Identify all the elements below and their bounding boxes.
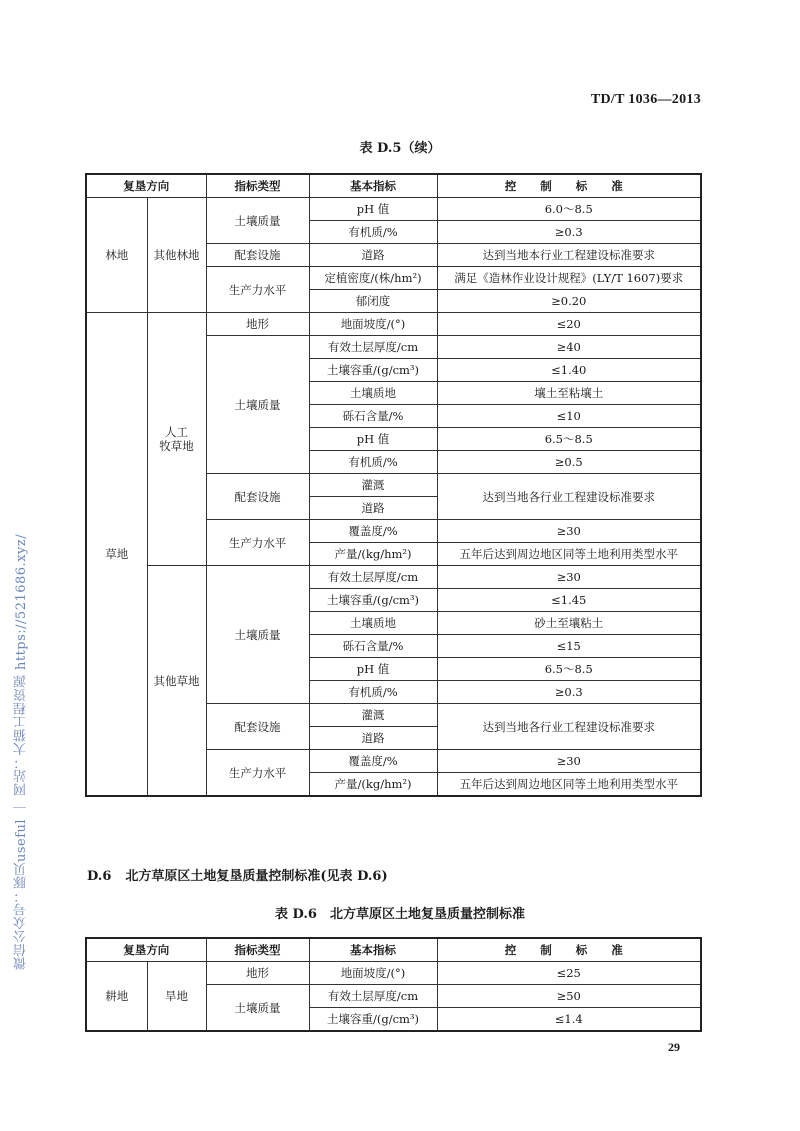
section-heading-d6 — [87, 865, 388, 884]
type-cell: 土壤质量 — [206, 336, 309, 474]
subtype-line: 牧草地 — [159, 439, 194, 453]
indicator-cell: pH 值 — [309, 198, 437, 221]
table-header-row — [86, 938, 701, 962]
standard-cell: ≥30 — [437, 566, 701, 589]
indicator-cell: 土壤容重/(g/cm³) — [309, 359, 437, 382]
section-number: D.6 — [87, 869, 112, 884]
table-d6 — [85, 937, 702, 1032]
indicator-cell: 产量/(kg/hm²) — [309, 773, 437, 797]
standard-cell: 壤土至粘壤土 — [437, 382, 701, 405]
header-basic-indicator: 基本指标 — [309, 938, 437, 962]
indicator-cell: 有机质/% — [309, 221, 437, 244]
standard-cell: ≤15 — [437, 635, 701, 658]
type-cell: 地形 — [206, 313, 309, 336]
header-direction: 复垦方向 — [86, 938, 206, 962]
indicator-cell: 地面坡度/(°) — [309, 962, 437, 985]
standard-cell: 满足《造林作业设计规程》(LY/T 1607)要求 — [437, 267, 701, 290]
indicator-cell: 产量/(kg/hm²) — [309, 543, 437, 566]
standard-cell: ≤1.4 — [437, 1008, 701, 1032]
standard-cell: 达到当地各行业工程建设标准要求 — [437, 474, 701, 520]
standard-cell: 达到当地各行业工程建设标准要求 — [437, 704, 701, 750]
indicator-cell: 覆盖度/% — [309, 520, 437, 543]
standard-cell: ≤20 — [437, 313, 701, 336]
section-title: 北方草原区土地复垦质量控制标准(见表 D.6) — [125, 869, 388, 884]
type-cell: 配套设施 — [206, 244, 309, 267]
type-cell: 地形 — [206, 962, 309, 985]
indicator-cell: 土壤容重/(g/cm³) — [309, 1008, 437, 1032]
indicator-cell: 土壤质地 — [309, 382, 437, 405]
standard-cell: ≥50 — [437, 985, 701, 1008]
standard-cell: ≥0.3 — [437, 681, 701, 704]
header-basic-indicator: 基本指标 — [309, 174, 437, 198]
header-direction: 复垦方向 — [86, 174, 206, 198]
type-cell: 生产力水平 — [206, 750, 309, 797]
document-code: TD/T 1036—2013 — [590, 92, 701, 107]
indicator-cell: 土壤质地 — [309, 612, 437, 635]
standard-cell: 达到当地本行业工程建设标准要求 — [437, 244, 701, 267]
table-row — [86, 313, 701, 336]
standard-cell: ≤10 — [437, 405, 701, 428]
header-indicator-type: 指标类型 — [206, 938, 309, 962]
subtype-cell: 其他林地 — [147, 198, 206, 313]
indicator-cell: 覆盖度/% — [309, 750, 437, 773]
table-row — [86, 198, 701, 221]
type-cell: 生产力水平 — [206, 520, 309, 566]
indicator-cell: pH 值 — [309, 658, 437, 681]
standard-cell: 6.5～8.5 — [437, 658, 701, 681]
standard-cell: ≤1.40 — [437, 359, 701, 382]
standard-cell: ≤25 — [437, 962, 701, 985]
table-d5-caption: 表 D.5（续） — [359, 141, 441, 156]
standard-cell: 6.5～8.5 — [437, 428, 701, 451]
indicator-cell: 有机质/% — [309, 451, 437, 474]
indicator-cell: 砾石含量/% — [309, 635, 437, 658]
standard-cell: ≥40 — [437, 336, 701, 359]
indicator-cell: 有效土层厚度/cm — [309, 336, 437, 359]
table-d6-caption: 表 D.6 北方草原区土地复垦质量控制标准 — [275, 907, 525, 922]
type-cell: 土壤质量 — [206, 985, 309, 1032]
standard-cell: 五年后达到周边地区同等土地利用类型水平 — [437, 543, 701, 566]
header-control-standard: 控 制 标 准 — [437, 174, 701, 198]
indicator-cell: pH 值 — [309, 428, 437, 451]
header-control-standard: 控 制 标 准 — [437, 938, 701, 962]
subtype-cell: 其他草地 — [147, 566, 206, 797]
indicator-cell: 有机质/% — [309, 681, 437, 704]
standard-cell: 五年后达到周边地区同等土地利用类型水平 — [437, 773, 701, 797]
type-cell: 配套设施 — [206, 474, 309, 520]
direction-cell: 林地 — [86, 198, 147, 313]
direction-cell: 耕地 — [86, 962, 147, 1032]
standard-cell: 砂土至壤粘土 — [437, 612, 701, 635]
watermark-text: 微信公众号：豚贝useful ｜ 网站：大猫工程资源 https://521686.xyz/ — [14, 533, 29, 970]
indicator-cell: 有效土层厚度/cm — [309, 985, 437, 1008]
type-cell: 配套设施 — [206, 704, 309, 750]
header-indicator-type: 指标类型 — [206, 174, 309, 198]
indicator-cell: 郁闭度 — [309, 290, 437, 313]
standard-cell: ≥30 — [437, 750, 701, 773]
table-d5 — [85, 173, 702, 797]
type-cell: 生产力水平 — [206, 267, 309, 313]
indicator-cell: 土壤容重/(g/cm³) — [309, 589, 437, 612]
indicator-cell: 灌溉 — [309, 704, 437, 727]
table-row — [86, 962, 701, 985]
subtype-cell: 旱地 — [147, 962, 206, 1032]
indicator-cell: 道路 — [309, 727, 437, 750]
indicator-cell: 定植密度/(株/hm²) — [309, 267, 437, 290]
indicator-cell: 道路 — [309, 244, 437, 267]
indicator-cell: 灌溉 — [309, 474, 437, 497]
indicator-cell: 有效土层厚度/cm — [309, 566, 437, 589]
direction-cell: 草地 — [86, 313, 147, 797]
table-row — [86, 566, 701, 589]
standard-cell: 6.0～8.5 — [437, 198, 701, 221]
indicator-cell: 砾石含量/% — [309, 405, 437, 428]
table-header-row — [86, 174, 701, 198]
standard-cell: ≥30 — [437, 520, 701, 543]
indicator-cell: 地面坡度/(°) — [309, 313, 437, 336]
standard-cell: ≥0.20 — [437, 290, 701, 313]
standard-cell: ≥0.5 — [437, 451, 701, 474]
type-cell: 土壤质量 — [206, 198, 309, 244]
subtype-cell — [147, 313, 206, 566]
indicator-cell: 道路 — [309, 497, 437, 520]
standard-cell: ≤1.45 — [437, 589, 701, 612]
page-number: 29 — [668, 1040, 680, 1054]
type-cell: 土壤质量 — [206, 566, 309, 704]
standard-cell: ≥0.3 — [437, 221, 701, 244]
subtype-line: 人工 — [165, 425, 188, 439]
